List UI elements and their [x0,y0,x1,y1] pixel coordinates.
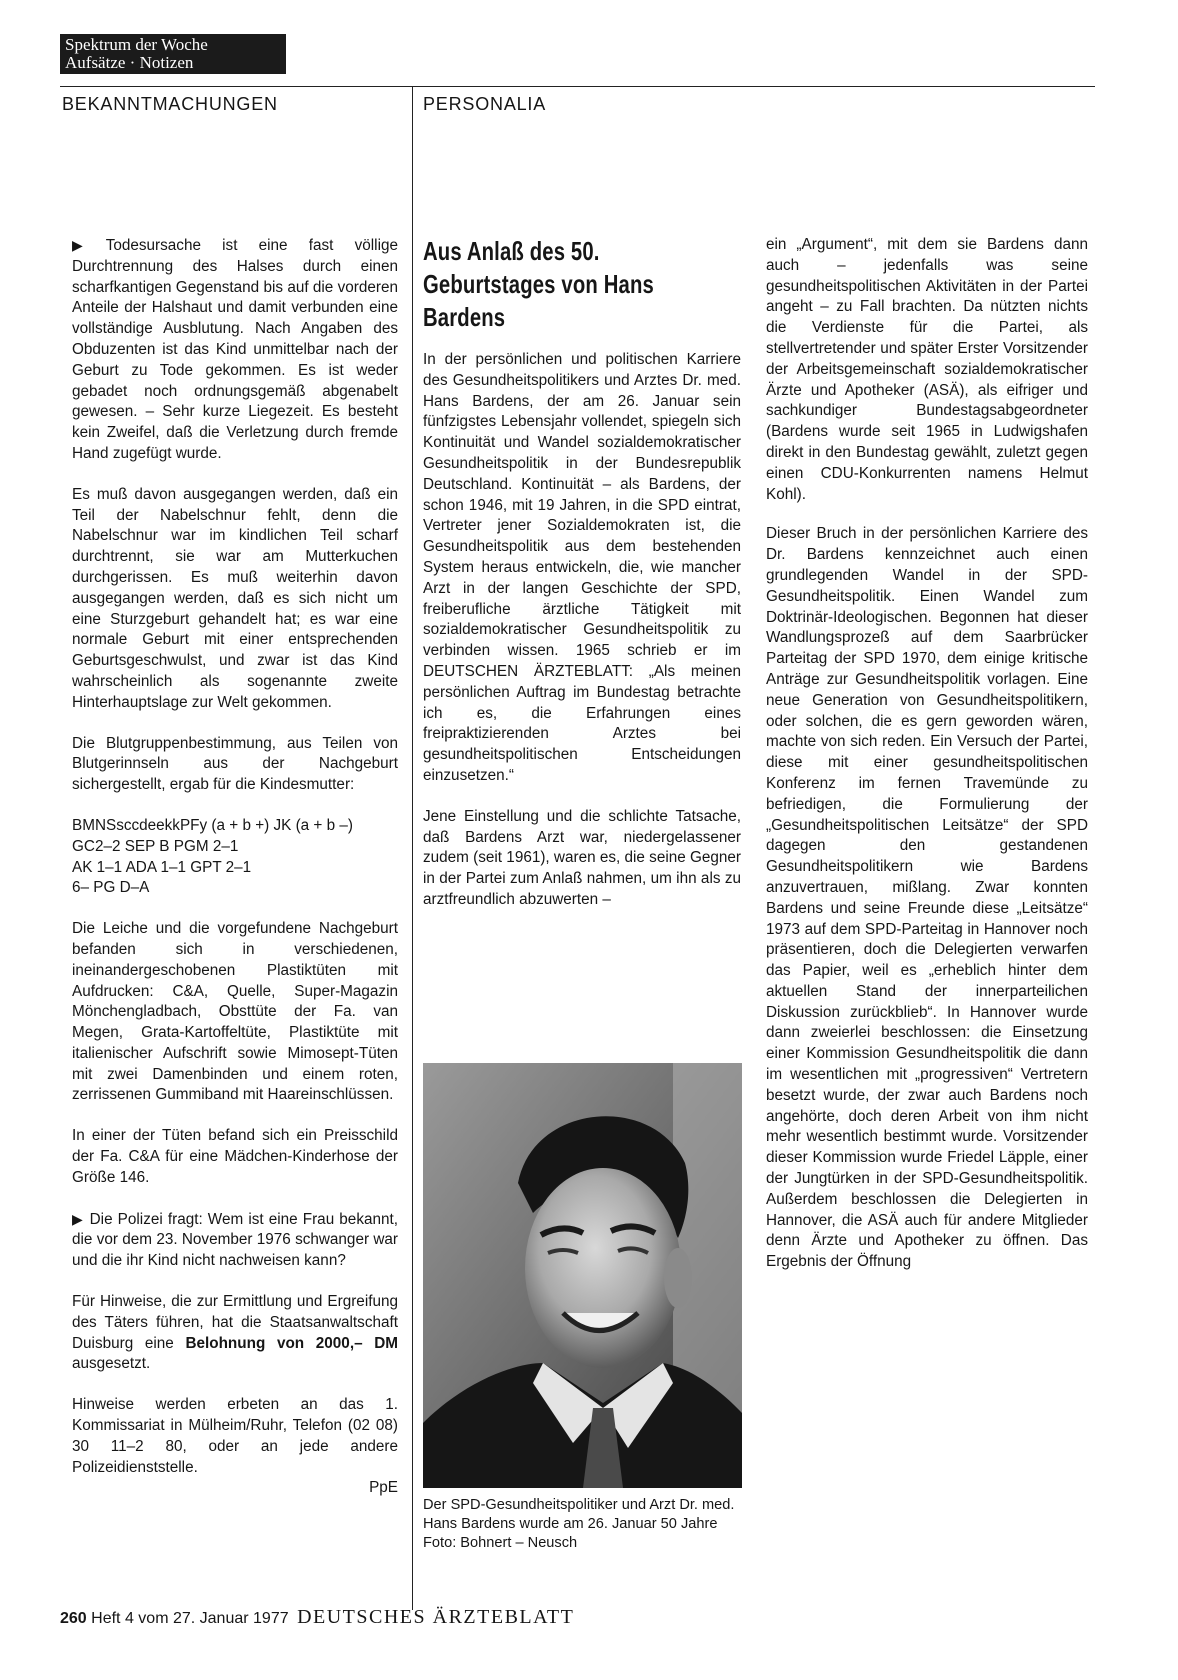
announcement-paragraph: Die Blutgruppenbestimmung, aus Teilen von Blutgerinnseln aus der Nachgeburt sichergestellt, ergab für die Kindesmutter: [72,734,398,794]
reward-paragraph: Für Hinweise, die zur Ermittlung und Ergreifung des Täters führen, hat die Staatsanwaltschaft Duisburg eine Belohnung von 2000,– DM ausgesetzt. [72,1293,399,1373]
triangle-bullet-icon: ▶ [72,237,100,253]
portrait-photo [423,1063,742,1488]
formula-line: GC2–2 SEP B PGM 2–1 [72,837,239,855]
masthead [60,34,286,74]
section-heading-bekanntmachungen: BEKANNTMACHUNGEN [62,94,278,114]
article-paragraph: ein „Argument“, mit dem sie Bardens dann auch – jedenfalls was seine gesundheitspolitischen Aktivitäten in der Partei angeht – zu Fall brachten. Da nützten nichts die Verdienste für die Partei, als stellvertretender und später Erster Vorsitzender der Arbeitsgemeinschaft sozialdemokratischer Ärzte und Apotheker (ASÄ), als eifriger und sachkundiger Bundestagsabgeordneter (Bardens wurde seit 1965 in Ludwigshafen direkt in den Bundestag gewählt, zuletzt gegen einen CDU-Konkurrenten namens Helmut Kohl). [766,236,1088,503]
announcement-paragraph: In einer der Tüten befand sich ein Preisschild der Fa. C&A für eine Mädchen-Kinderhose der Größe 146. [72,1127,398,1186]
formula-line: BMNSsccdeekkPFy (a + b +) JK (a + b –) [72,816,353,834]
announcement-column [72,235,398,1499]
blood-group-formula [72,816,398,899]
article-paragraph: Dieser Bruch in der persönlichen Karriere des Dr. Bardens kennzeichnet auch einen grundlegenden Wandel in der SPD-Gesundheitspolitik. Einen Wandel zum Doktrinär-Ideologischen. Begonnen hat dieser Wandlungsprozeß auf dem Saarbrücker Parteitag der SPD 1970, dem einige kritische Anträge zur Gesundheitspolitik vorlagen. Eine neue Generation von Gesundheitspolitikern, oder solchen, die es gern geworden wären, machte von sich reden. Ein Versuch der Partei, diese mit einer gesundheitspolitischen Konferenz im fernen Travemünde zu befriedigen, die Formulierung der „Gesundheitspolitischen Leitsätze“ der SPD dagegen den gestandenen Gesundheitspolitikern wie Bardens anzuvertrauen, mißlang. Zwar konnten Bardens und seine Freunde diese „Leitsätze“ 1973 auf dem SPD-Parteitag in Hannover noch präsentieren, doch die Delegierten verwarfen das Papier, weil es „erheblich hinter dem aktuellen Stand der innerparteilichen Diskussion zurückblieb“. In Hannover wurde dann zweierlei beschlossen: die Einsetzung einer Kommission Gesundheitspolitik die dann im wesentlichen mit „progressiven“ Vertretern besetzt wurde, der zwar auch Bardens noch angehörte, doch deren Arbeit von ihm nicht mehr wesentlich bestimmt wurde. Vorsitzender dieser Kommission wurde Friedel Läpple, einer der Jungtürken in der SPD-Gesundheitspolitik. Außerdem beschlossen die Delegierten in Hannover, die ASÄ auch für andere Mitglieder denn Ärzte und Apotheker zu öffnen. Das Ergebnis der Öffnung [766,525,1088,1271]
article-column-right [766,235,1088,1292]
reward-amount: Belohnung von 2000,– DM [185,1334,399,1352]
announcement-paragraph: Es muß davon ausgegangen werden, daß ein Teil der Nabelschnur fehlt, denn die Nabelschnur war im kindlichen Teil scharf durchtrennt, sie war am Mutterkuchen durchgerissen. Es muß weiterhin davon ausgegangen werden, daß es sich nicht um eine Sturzgeburt gehandelt hat; es war eine normale Geburt mit einer entsprechenden Geburtsgeschwulst, und zwar ist das Kind wahrscheinlich als sogenannte zweite Hinterhauptslage zur Welt gekommen. [72,485,398,711]
article-headline: Aus Anlaß des 50. Geburtstages von Hans Bardens [423,236,654,332]
article-paragraph: Jene Einstellung und die schlichte Tatsache, daß Bardens Arzt war, niedergelassener zudem (seit 1961), waren es, die seine Gegner in der Partei zum Anlaß nahmen, um ihn als zu arztfreundlich abzuwerten – [423,807,742,908]
publication-name: DEUTSCHES ÄRZTEBLATT [297,1606,575,1628]
formula-line: 6– PG D–A [72,879,150,897]
column-divider [412,87,413,1610]
article-column-middle [423,235,741,931]
announcement-paragraph: ▶ Die Polizei fragt: Wem ist eine Frau bekannt, die vor dem 23. November 1976 schwanger war und die ihr Kind nicht nachweisen kann? [72,1210,398,1270]
page-footer [60,1606,574,1629]
photo-caption: Der SPD-Gesundheitspolitiker und Arzt Dr. med. Hans Bardens wurde am 26. Januar 50 Jahre Foto: Bohnert – Neusch [423,1497,735,1551]
masthead-title: Spektrum der Woche [65,35,208,54]
triangle-bullet-icon: ▶ [72,1210,84,1227]
top-rule [60,86,1095,87]
section-heading-personalia: PERSONALIA [423,94,547,114]
contact-paragraph: Hinweise werden erbeten an das 1. Kommissariat in Mülheim/Ruhr, Telefon (02 08) 30 11–2 80, oder an jede andere Polizeidienststelle. PpE [72,1395,398,1499]
article-paragraph: In der persönlichen und politischen Karriere des Gesundheitspolitikers und Arztes Dr. med. Hans Bardens, der am 26. Januar sein fünfzigstes Lebensjahr vollendet, spiegeln sich Kontinuität und Wandel sozialdemokratischer Gesundheitspolitik in der Bundesrepublik Deutschland. Kontinuität – als Bardens, der schon 1946, mit 19 Jahren, in die SPD eintrat, Vertreter jener Sozialdemokraten ist, die Gesundheitspolitik aus dem bestehenden System heraus entwickeln, die, wie mancher Arzt in der langen Geschichte der SPD, freiberufliche ärztliche Tätigkeit mit sozialdemokratischer Gesundheitspolitik zu verbinden wissen. 1965 schrieb er im DEUTSCHEN ÄRZTEBLATT: „Als meinen persönlichen Auftrag im Bundestag betrachte ich es, die Erfahrungen eines freipraktizierenden Arztes bei gesundheitspolitischen Entscheidungen einzusetzen.“ [423,351,741,784]
issue-info: Heft 4 vom 27. Januar 1977 [91,1610,289,1627]
masthead-subtitle: Aufsätze · Notizen [65,53,194,72]
formula-line: AK 1–1 ADA 1–1 GPT 2–1 [72,858,252,876]
signature-initials: PpE [369,1479,398,1497]
announcement-paragraph: Die Leiche und die vorgefundene Nachgeburt befanden sich in verschiedenen, ineinandergeschobenen Plastiktüten mit Aufdrucken: C&A, Quelle, Super-Magazin Mönchengladbach, Obsttüte der Fa. van Megen, Grata-Kartoffeltüte, Plastiktüte mit italienischer Aufschrift sowie Mimosept-Tüten mit zwei Damenbinden und einem roten, zerrissenen Gummiband mit Haareinschlüssen. [72,920,398,1104]
page-number: 260 [60,1610,87,1627]
portrait-image [423,1063,742,1488]
announcement-paragraph: ▶ Todesursache ist eine fast völlige Durchtrennung des Halses durch einen scharfkantigen Gegenstand bis auf die vorderen Anteile der Halshaut und damit verbunden eine vollständige Ausblutung. Nach Angaben des Obduzenten ist das Kind unmittelbar nach der Geburt zu Tode gekommen. Es ist weder gebadet noch ordnungsgemäß abgenabelt gewesen. – Sehr kurze Liegezeit. Es besteht kein Zweifel, daß die Verletzung durch fremde Hand zugefügt wurde. [72,237,398,462]
